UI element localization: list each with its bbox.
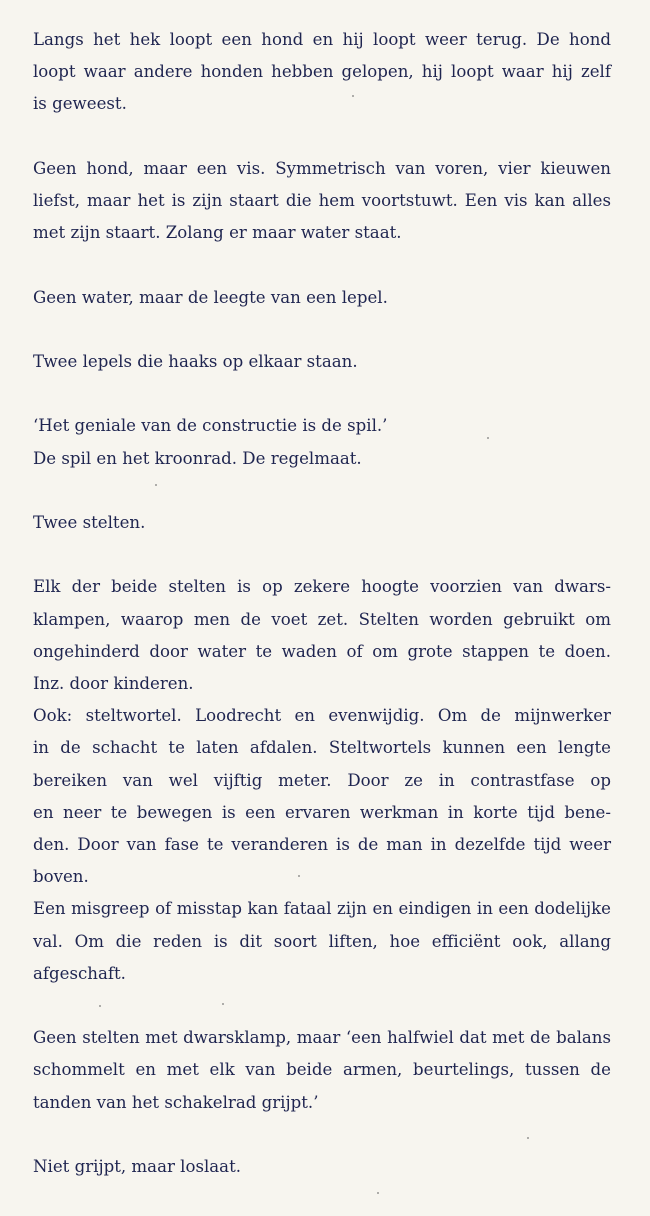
paper-speck xyxy=(527,1137,529,1139)
text-line: Een misgreep of misstap kan fataal zijn en eindigen in een dodelijke xyxy=(33,899,611,919)
text-line: tanden van het schakelrad grijpt.’ xyxy=(33,1092,319,1112)
text-line: is geweest. xyxy=(33,94,127,114)
text-line: in de schacht te laten afdalen. Steltwortels kunnen een lengte xyxy=(33,738,611,758)
text-line: Niet grijpt, maar loslaat. xyxy=(33,1156,242,1176)
text-line: klampen, waarop men de voet zet. Stelten worden gebruikt om xyxy=(33,609,611,629)
text-line: ‘Het geniale van de constructie is de spil.’ xyxy=(33,416,388,436)
paragraph xyxy=(33,346,611,378)
text-line: Langs het hek loopt een hond en hij loopt weer terug. De hond xyxy=(33,30,611,49)
text-line: liefst, maar het is zijn staart die hem voortstuwt. Een vis kan alles xyxy=(33,191,611,210)
text-line: schommelt en met elk van beide armen, beurtelings, tussen de xyxy=(33,1060,611,1080)
paragraph xyxy=(33,153,611,250)
text-line: Twee lepels die haaks op elkaar staan. xyxy=(33,351,358,371)
text-line: boven. xyxy=(33,867,89,887)
paragraph xyxy=(33,571,611,990)
paragraph xyxy=(33,1022,611,1119)
text-line: bereiken van wel vijftig meter. Door ze in contrastfase op xyxy=(33,770,611,790)
text-line: Inz. door kinderen. xyxy=(33,673,194,693)
paragraph xyxy=(33,282,611,314)
text-line: Geen stelten met dwarsklamp, maar ‘een halfwiel dat met de balans xyxy=(33,1028,611,1048)
text-line: den. Door van fase te veranderen is de man in dezelfde tijd weer xyxy=(33,834,611,854)
text-line: Ook: steltwortel. Loodrecht en evenwijdig. Om de mijnwerker xyxy=(33,706,611,726)
paper-speck xyxy=(298,875,300,877)
paragraph xyxy=(33,1151,611,1183)
text-line: Twee stelten. xyxy=(33,512,146,532)
paragraph xyxy=(33,507,611,539)
paper-speck xyxy=(155,484,157,486)
text-line: afgeschaft. xyxy=(33,963,126,983)
paragraph xyxy=(33,410,611,474)
text-line: met zijn staart. Zolang er maar water staat. xyxy=(33,223,402,243)
text-line: loopt waar andere honden hebben gelopen, hij loopt waar hij zelf xyxy=(33,62,611,82)
text-line: en neer te bewegen is een ervaren werkman in korte tijd bene- xyxy=(33,802,611,822)
page-text xyxy=(33,24,611,1183)
text-line: val. Om die reden is dit soort liften, hoe efficiënt ook, allang xyxy=(33,931,611,951)
text-line: Elk der beide stelten is op zekere hoogte voorzien van dwars- xyxy=(33,577,611,597)
text-line: ongehinderd door water te waden of om grote stappen te doen. xyxy=(33,641,611,661)
paragraph xyxy=(33,24,611,121)
paper-speck xyxy=(99,1005,101,1007)
text-line: Geen water, maar de leegte van een lepel. xyxy=(33,287,388,307)
text-line: De spil en het kroonrad. De regelmaat. xyxy=(33,448,362,468)
paper-speck xyxy=(352,95,354,97)
paper-speck xyxy=(487,437,489,439)
paper-speck xyxy=(222,1003,224,1005)
paper-speck xyxy=(377,1192,379,1194)
text-line: Geen hond, maar een vis. Symmetrisch van voren, vier kieuwen xyxy=(33,158,611,178)
